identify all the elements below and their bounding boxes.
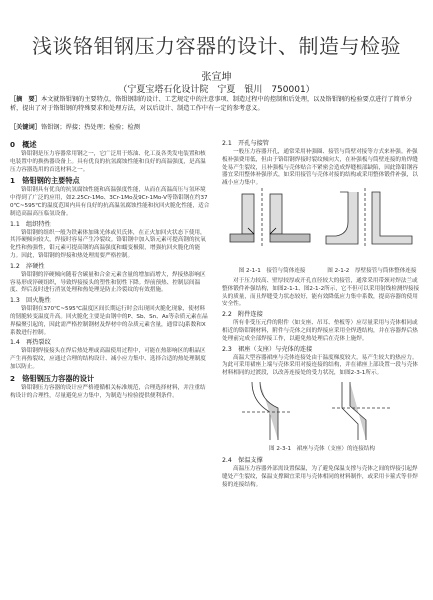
abstract bbox=[10, 96, 423, 113]
figure-2-3-1-right-drawing bbox=[332, 382, 392, 440]
paragraph: 铬钼钢是压力容器常用钢之一，它广泛用于炼油、化工及各类发电装置和核电装置中的换热器设备上。具有优良的抗氢腐蚀性能和良好的高温强度，是高温压力容器选用的首选材料之一。 bbox=[10, 151, 206, 173]
paragraph: 铬钼钢的淬硬倾向随着含碳量和合金元素含量的增加而增大，焊接热影响区容易形成淬硬组织，导致焊接接头的塑性和韧性下降。焊前预热、控制层间温度、焊后及时进行消氢处理和热处理是防止冷裂纹的有效措施。 bbox=[10, 271, 206, 294]
paragraph: 铬钼钢焊接接头在焊后热处理或高温使用过程中，可能在热影响区的粗晶区产生再热裂纹，应通过合理的结构设计、减小应力集中、选择合适的热处理制度加以防止。 bbox=[10, 348, 206, 370]
subsection-heading: 1.3 回火脆性 bbox=[10, 297, 51, 305]
left-column bbox=[10, 138, 210, 400]
subsection-heading: 1.1 组织特性 bbox=[10, 220, 51, 228]
right-column-top bbox=[222, 139, 422, 188]
subsection-heading: 2.1 开孔与接管 bbox=[222, 140, 269, 147]
figure-1-captions bbox=[222, 267, 422, 275]
keywords-label: ［关键词］ bbox=[10, 124, 41, 131]
section-heading: 1 铬钼钢的主要特点 bbox=[10, 176, 80, 186]
paragraph: 铬钼钢在370℃~595℃温度区间长期运行时会出现回火脆化现象，使材料的韧脆转变温度升高。回火脆化主要是由钢中的P、Sb、Sn、As等杂质元素在晶界偏聚引起的，因此需严格控制钢材及焊材中的杂质元素含量，通常以J系数和X系数进行控制。 bbox=[10, 306, 208, 336]
paper-title: 浅谈铬钼钢压力容器的设计、制造与检验 bbox=[32, 34, 401, 58]
figure-2-3-1-left-drawing bbox=[242, 382, 292, 440]
paragraph: 一般压力容器开孔，通常采用补强圈、接管与筒壁对接等方式来补强。补强板补强费用低，但由于铬钼钢焊接时裂纹倾向大，在补强板与筒壁连接的角焊缝处易产生裂纹，且补强板与壳体贴合不紧密会造成焊缝根部缺陷，因此铬钼钢容器宜采用整体补强形式，如采用接管与壳体对接的结构或采用整体锻件补强，以减小应力集中。 bbox=[222, 149, 418, 187]
section-heading: 0 概述 bbox=[10, 140, 37, 149]
figure-2-1-2-drawing bbox=[326, 188, 412, 248]
figure-skirt-connection bbox=[222, 378, 422, 444]
abstract-label: ［摘 要］ bbox=[10, 96, 41, 103]
abstract-text: 本文就铬钼钢的主要特点，铬钼钢制的设计、工艺规定中的注意事项、制造过程中的控制和后处理，以及铬钼钢的检验要点进行了简单分析，提出了对于铬钼钢的特殊要求和处理方法，对以后设计、制造工作中有一定的参考意义。 bbox=[10, 96, 413, 112]
paragraph: 铬钼钢的组织一般为铁素体加珠光体或贝氏体，在正火加回火状态下使用，其淬硬倾向较大，焊接时容易产生冷裂纹。铬钼钢中加入铬元素可提高钢的抗氧化性和热强性，钼元素可提高钢的高温强度和蠕变极限，增强抗回火脆化的能力。因此，铬钼钢的焊接和热处理需要严格控制。 bbox=[10, 229, 206, 259]
figure-caption-2-3-1: 图 2-3-1 裙座与壳体（支座）的连接结构 bbox=[269, 445, 375, 452]
paragraph: 高温大型容器裙座与壳体连接处由于温度梯度较大，易产生较大的热应力。为此可采用裙座上端与壳体采用对接连接的结构，并在裙座上部设置一段与壳体材料相同的过渡段，以改善连接处的受力状况，如图2-3-1所示。 bbox=[222, 354, 418, 377]
figure-caption-2-1-1: 图 2-1-1 接管与筒体连接 bbox=[238, 267, 306, 274]
paragraph: 铬钼钢具有优良的抗氢腐蚀性能和高温强度性能，从而在高温高压与氢环境中得到了广泛的应用，如2.25Cr-1Mo、3Cr-1Mo及9Cr-1Mo-V等铬钼钢在约370℃~595℃的温度范围内具有良好的抗高温氢腐蚀性能和抗回火脆化性能，适合制造高温高压临氢设备。 bbox=[10, 187, 210, 217]
figure-nozzle-connections bbox=[222, 188, 422, 266]
paragraph: 对于压力较高、壁厚较厚或开孔直径较大的接管，通常采用带颈对焊法兰或整体锻件补强结构，如图2-1-1、图2-1-2所示，它不但可以采用射线检测焊接接头的质量，而且焊缝受力状态较好，能有效降低应力集中系数，提高容器的使用安全性。 bbox=[222, 277, 420, 308]
subsection-heading: 2.4 保温支撑 bbox=[222, 456, 263, 464]
section-heading: 2 铬钼钢压力容器的设计 bbox=[10, 373, 95, 383]
keywords bbox=[10, 122, 423, 131]
subsection-heading: 1.4 再热裂纹 bbox=[10, 339, 51, 347]
keywords-text: 铬钼钢；焊接；热处理；检验；检测 bbox=[40, 124, 140, 131]
figure-caption-2-1-2: 图 2-1-2 厚壁接管与筒体整体连接 bbox=[327, 267, 417, 274]
subsection-heading: 2.3 裙座（支座）与壳体的连接 bbox=[222, 345, 313, 353]
paragraph: 所有非受压元件的附件（如支座、吊耳、垫板等）应尽量采用与壳体相同或相近的铬钼钢材料，附件与壳体之间的焊接应采用全焊透结构，并在容器焊后热处理前完成全部焊接工作，以避免热处理后在壳体上施焊。 bbox=[222, 320, 418, 342]
author-name: 张宣坤 bbox=[201, 72, 232, 83]
right-column-mid bbox=[222, 278, 422, 378]
affiliation: （宁夏宝塔石化设计院 宁夏 银川 750001） bbox=[118, 85, 315, 95]
paragraph: 铬钼钢压力容器的设计应严格遵循相关标准规范，合理选择材料，并注重结构设计的合理性，尽量避免应力集中，为制造与检验提供便利条件。 bbox=[10, 384, 206, 399]
right-column bbox=[222, 138, 422, 489]
subsection-heading: 2.2 附件连接 bbox=[222, 311, 263, 319]
figure-2-1-1-drawing bbox=[230, 188, 310, 248]
right-column-bottom bbox=[222, 456, 422, 489]
subsection-heading: 1.2 淬硬性 bbox=[10, 262, 45, 270]
paragraph: 高温压力容器外部需设置保温，为了避免保温支撑与壳体之间的焊接引起焊缝处产生裂纹，保温支撑圈宜采用与壳体相同的材料制作，或采用卡箍式等非焊接的连接结构。 bbox=[222, 465, 418, 488]
